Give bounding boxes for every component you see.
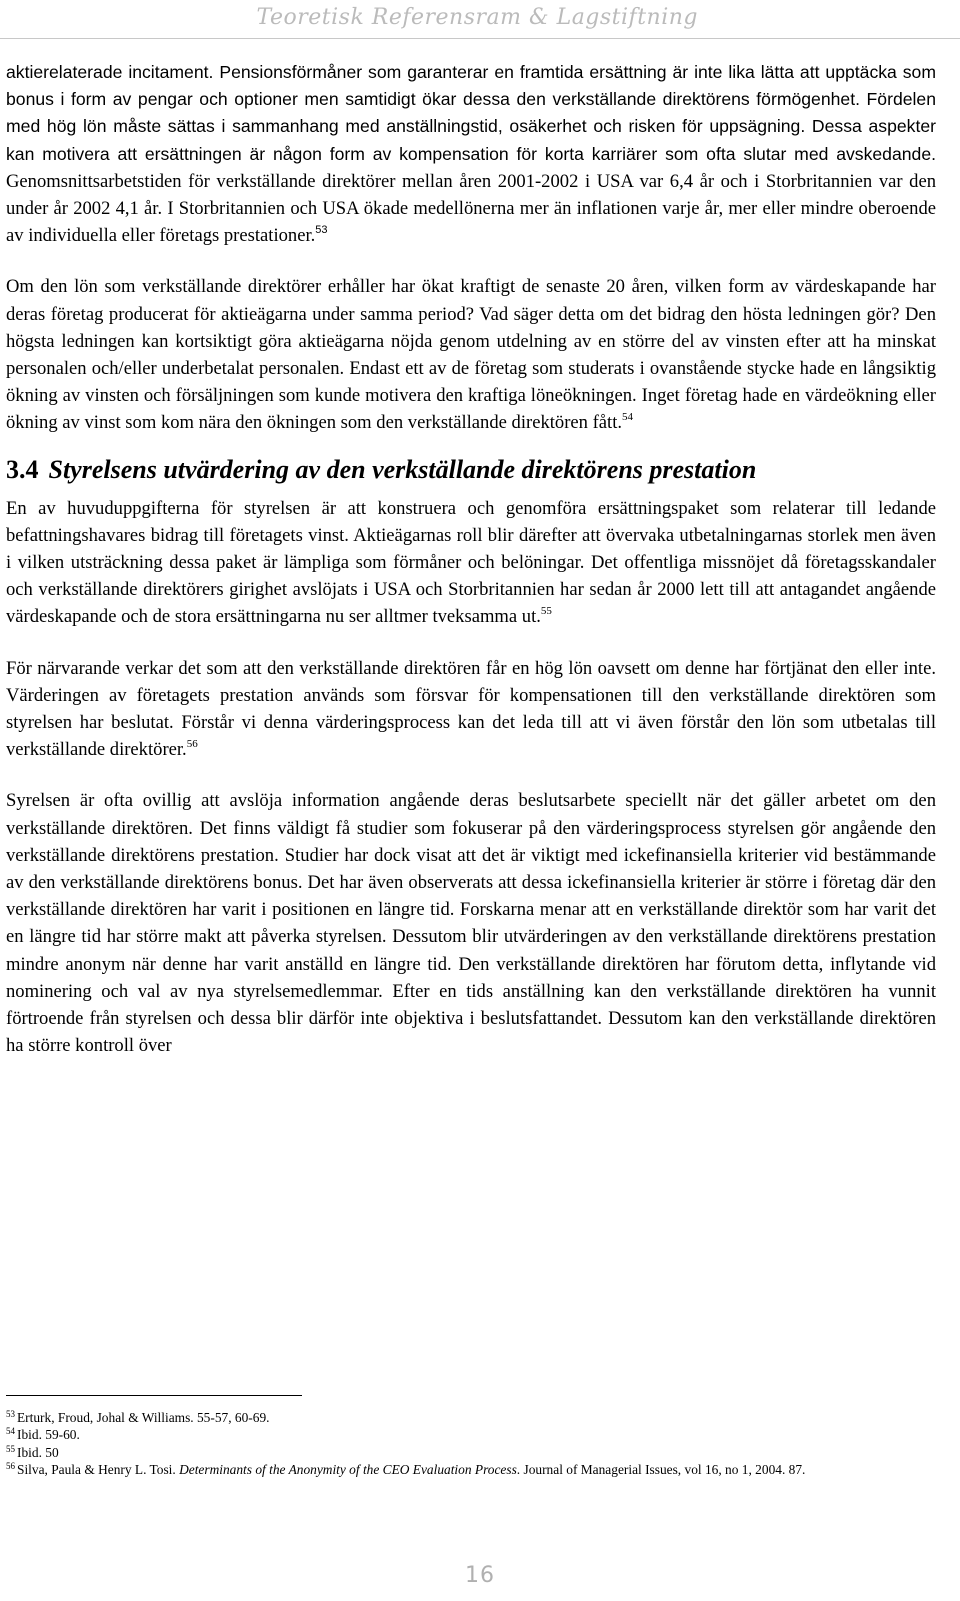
footnote-ref-55: 55 (540, 605, 552, 618)
footnote-54 (6, 1426, 926, 1443)
paragraph-3 (6, 495, 936, 631)
footnote-text: Erturk, Froud, Johal & Williams. 55-57, 60-69. (17, 1410, 270, 1425)
footnote-56 (6, 1461, 926, 1478)
footnote-number: 56 (6, 1461, 15, 1472)
footnote-text: Ibid. 50 (17, 1444, 59, 1460)
paragraph-4-text: För närvarande verkar det som att den verkställande direktören får en hög lön oavsett om denne har förtjänat den eller inte. Värderingen av företagets prestation används som försvar för kompensationen till den verkställande direktören som styrelsen har beslutat. Förstår vi denna värderingsprocess kan det leda till att vi även förstår den lön som utbetalas till verkställande direktörer. (6, 657, 936, 761)
section-title: Styrelsens utvärdering av den verkställande direktörens prestation (48, 454, 757, 484)
footnote-number: 55 (6, 1443, 15, 1454)
paragraph-5-text: Syrelsen är ofta ovillig att avslöja information angående deras beslutsarbete speciellt när det gäller arbetet om den verkställande direktören. Det finns väldigt få studier som fokuserar på den värderingsprocess styrelsen gör angående den verkställande direktörens prestation. Studier har dock visat att det är viktigt med ickefinansiella kriterier vid bestämmande av den verkställande direktörens bonus. Det har även observerats att dessa ickefinansiella kriterier är större i företag där den verkställande direktören har varit i positionen en längre tid. Forskarna menar att en verkställande direktör som har varit det en längre tid har större makt att påverka styrelsen. Dessutom blir utvärderingen av den verkställande direktörens prestation mindre anonym när denne har varit anställd en längre tid. Den verkställande direktören har förutom detta, inflytande vid nominering och val av nya styrelsemedlemmar. Efter en tids anställning kan den verkställande direktören ha vunnit förtroende från styrelsen och dessa blir därför inte objektiva i beslutsfattandet. Dessutom kan den verkställande direktören ha större kontroll över (6, 790, 936, 1057)
page-number: 16 (465, 1563, 495, 1588)
paragraph-1 (6, 59, 936, 249)
footnote-ref-54: 54 (622, 411, 634, 424)
footnote-divider (6, 1395, 302, 1396)
paragraph-5 (6, 787, 936, 1059)
paragraph-1-text-continued: Genomsnittsarbetstiden för verkställande direktörer mellan åren 2001-2002 i USA var 6,4 år och i Storbritannien var den under år 2002 4,1 år. I Storbritannien och USA ökade medellönerna mer än inflationen varje år, mer eller mindre oberoende av individuella eller företags prestationer. (6, 170, 936, 247)
footnote-53 (6, 1409, 926, 1426)
footnote-title: Determinants of the Anonymity of the CEO Evaluation Process (179, 1462, 517, 1478)
header-title: Teoretisk Referensram & Lagstiftning (256, 5, 698, 30)
document-body (6, 59, 936, 1060)
paragraph-2-text: Om den lön som verkställande direktörer erhåller har ökat kraftigt de senaste 20 åren, vilken form av värdeskapande har deras företag producerat för aktieägarna under samma period? Vad säger detta om det bidrag den hösta ledningen gör? Den högsta ledningen kan kortsiktigt göra aktieägarna nöjda genom utdelning av en större del av vinsten efter att ha minskat personalen och/eller underbetalat personalen. Endast ett av de företag som studerats i ovanstående stycke hade en långsiktig ökning av vinsten och försäljningen som kunde motivera den kraftiga löneökningen. Inget företag hade en värdeökning eller ökning av vinst som kom nära den ökningen som den verkställande direktören fått. (6, 276, 936, 434)
paragraph-3-text: En av huvuduppgifterna för styrelsen är att konstruera och genomföra ersättningspaket som relaterar till ledande befattningshavares bidrag till företagets vinst. Aktieägarnas roll blir därefter att övervaka utbetalningarnas storlek men även i vilken utsträckning dessa paket är lämpliga som förmåner och belöningar. Det offentliga missnöjet då företagsskandaler och verkställande direktörers girighet avslöjats i USA och Storbritannien har sedan år 2000 lett till att antagandet angående värdeskapande och de stora ersättningarna nu ser alltmer tveksamma ut. (6, 497, 936, 628)
footnote-text-authors: Silva, Paula & Henry L. Tosi. (17, 1462, 180, 1478)
paragraph-4 (6, 655, 936, 764)
footnote-ref-53: 53 (315, 224, 328, 237)
page-header (0, 0, 960, 40)
section-heading (6, 453, 936, 487)
section-number: 3.4 (6, 454, 39, 484)
footnotes (6, 1409, 926, 1479)
footnote-ref-56: 56 (186, 738, 198, 751)
footnote-text: Ibid. 59-60. (17, 1427, 80, 1443)
footnote-number: 54 (6, 1426, 15, 1437)
footnote-text-journal: . Journal of Managerial Issues, vol 16, no 1, 2004. 87. (516, 1462, 806, 1478)
paragraph-2 (6, 273, 936, 436)
footnote-number: 53 (6, 1409, 15, 1419)
footnote-55 (6, 1444, 926, 1461)
header-divider (0, 38, 960, 39)
paragraph-1-text: aktierelaterade incitament. Pensionsförmåner som garanterar en framtida ersättning är inte lika lätta att upptäcka som bonus i form av pengar och optioner men samtidigt ökar dessa den verkställande direktörens förmögenhet. Fördelen med hög lön måste sättas i sammanhang med anställningstid, osäkerhet och risken för uppsägning. Dessa aspekter kan motivera att ersättningen är någon form av kompensation för korta karriärer som ofta slutar med avskedande. (6, 62, 936, 164)
